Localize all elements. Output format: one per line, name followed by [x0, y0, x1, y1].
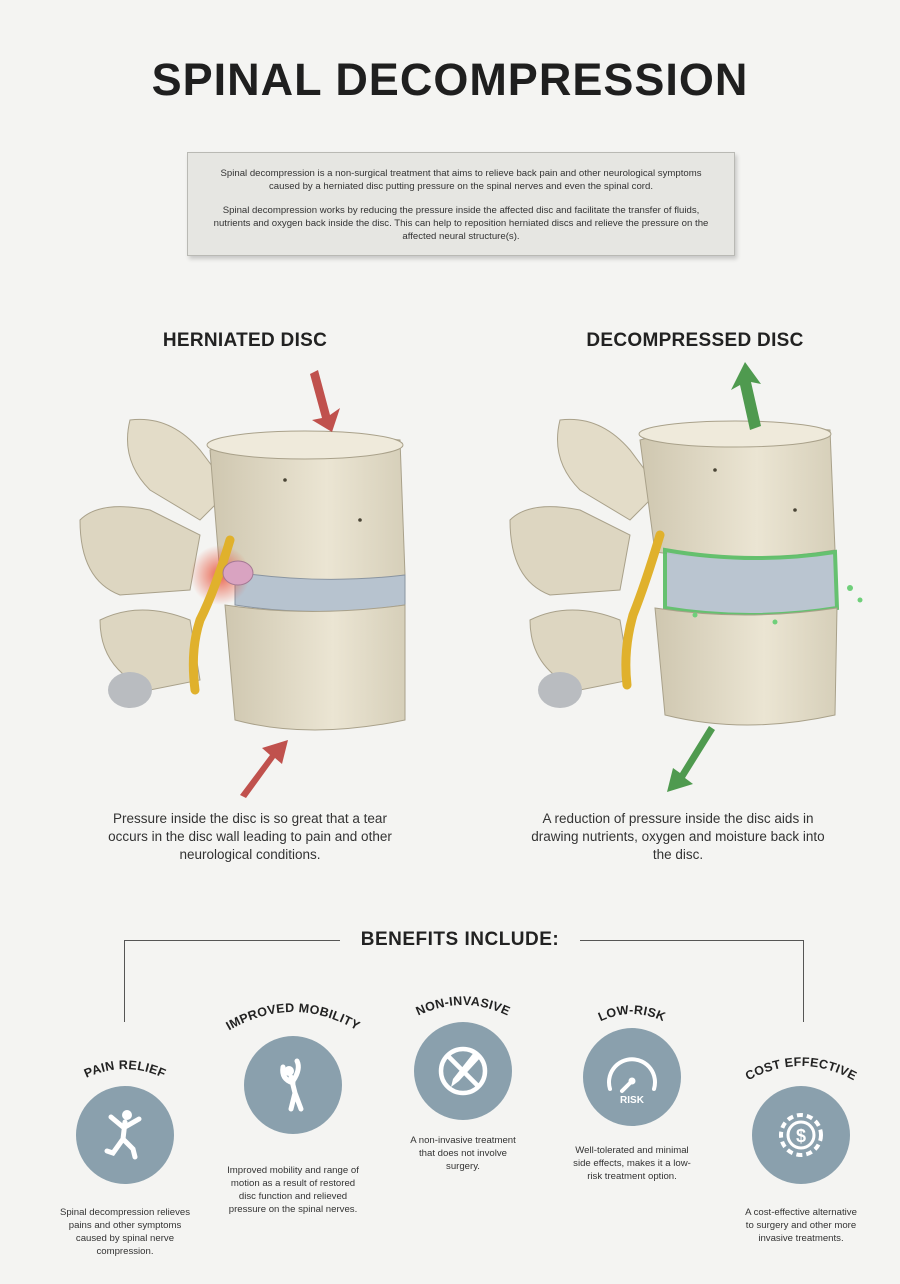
gauge-label: RISK: [620, 1095, 644, 1106]
svg-text:NON-INVASIVE: [414, 994, 513, 1019]
benefit-label-arc: [208, 996, 378, 1036]
benefit-description: A non-invasive treatment that does not involve surgery.: [410, 1135, 516, 1172]
decompressed-disc-caption: A reduction of pressure inside the disc aids in drawing nutrients, oxygen and moisture back into the disc.: [531, 811, 825, 862]
benefit-label-arc: [388, 990, 538, 1022]
benefit-label: LOW-RISK: [596, 1002, 668, 1025]
benefit-icon-circle: [583, 1028, 681, 1126]
benefit-description: Improved mobility and range of motion as a result of restored disc function and relieved pressure on the spinal nerves.: [227, 1165, 359, 1215]
benefit-improved-mobility: [208, 996, 378, 1216]
benefit-label-arc: [721, 1050, 881, 1086]
benefit-non-invasive: [378, 990, 548, 1173]
benefit-description: Well-tolerated and minimal side effects, makes it a low-risk treatment option.: [573, 1145, 691, 1182]
person-jumping-icon: [95, 1105, 155, 1165]
benefit-description: Spinal decompression relieves pains and other symptoms caused by spinal nerve compression.: [59, 1207, 191, 1257]
svg-text:LOW-RISK: [596, 1003, 668, 1024]
intro-paragraph-1: Spinal decompression is a non-surgical treatment that aims to relieve back pain and other neurological symptoms caused by a herniated disc putting pressure on the spinal nerves and even the spinal cord.: [220, 168, 702, 192]
benefit-label: NON-INVASIVE: [413, 993, 513, 1019]
svg-text:$: $: [795, 1126, 807, 1146]
benefit-icon-circle: [752, 1086, 850, 1184]
decompressed-disc-illustration: [495, 360, 895, 800]
benefit-cost-effective: [716, 1050, 886, 1245]
benefit-label: PAIN RELIEF: [81, 1057, 169, 1081]
benefits-heading: BENEFITS INCLUDE:: [340, 929, 580, 951]
benefit-label-arc: [567, 1000, 697, 1028]
herniated-disc-heading: HERNIATED DISC: [162, 330, 328, 351]
intro-box: [187, 152, 735, 256]
herniated-disc-illustration: [60, 360, 440, 800]
dollar-gear-icon: [769, 1103, 833, 1167]
benefit-pain-relief: [40, 1052, 210, 1258]
benefit-description: A cost-effective alternative to surgery and other more invasive treatments.: [745, 1207, 857, 1244]
svg-text:PAIN RELIEF: [82, 1058, 168, 1081]
svg-text:IMPROVED MOBILITY: [224, 1001, 363, 1033]
benefit-icon-circle: [414, 1022, 512, 1120]
no-scalpel-icon: [431, 1039, 495, 1103]
benefit-label-arc: [50, 1052, 200, 1086]
risk-gauge-icon: [600, 1045, 664, 1109]
benefit-icon-circle: [76, 1086, 174, 1184]
svg-text:COST EFFECTIVE: [743, 1055, 859, 1083]
herniated-disc-caption: Pressure inside the disc is so great that a tear occurs in the disc wall leading to pain and other neurological conditions.: [108, 811, 392, 862]
benefit-label: IMPROVED MOBILITY: [223, 1000, 363, 1034]
benefit-icon-circle: [244, 1036, 342, 1134]
page-title: SPINAL DECOMPRESSION: [151, 54, 749, 105]
person-stretching-icon: [263, 1055, 323, 1115]
decompressed-disc-heading: DECOMPRESSED DISC: [586, 330, 804, 351]
benefit-low-risk: [547, 1000, 717, 1183]
benefit-label: COST EFFECTIVE: [742, 1054, 860, 1084]
intro-paragraph-2: Spinal decompression works by reducing the pressure inside the affected disc and facilitate the transfer of fluids, nutrients and oxygen back inside the disc. This can help to reposition herniated discs and relieve the pressure on the affected neural structure(s).: [213, 205, 709, 242]
